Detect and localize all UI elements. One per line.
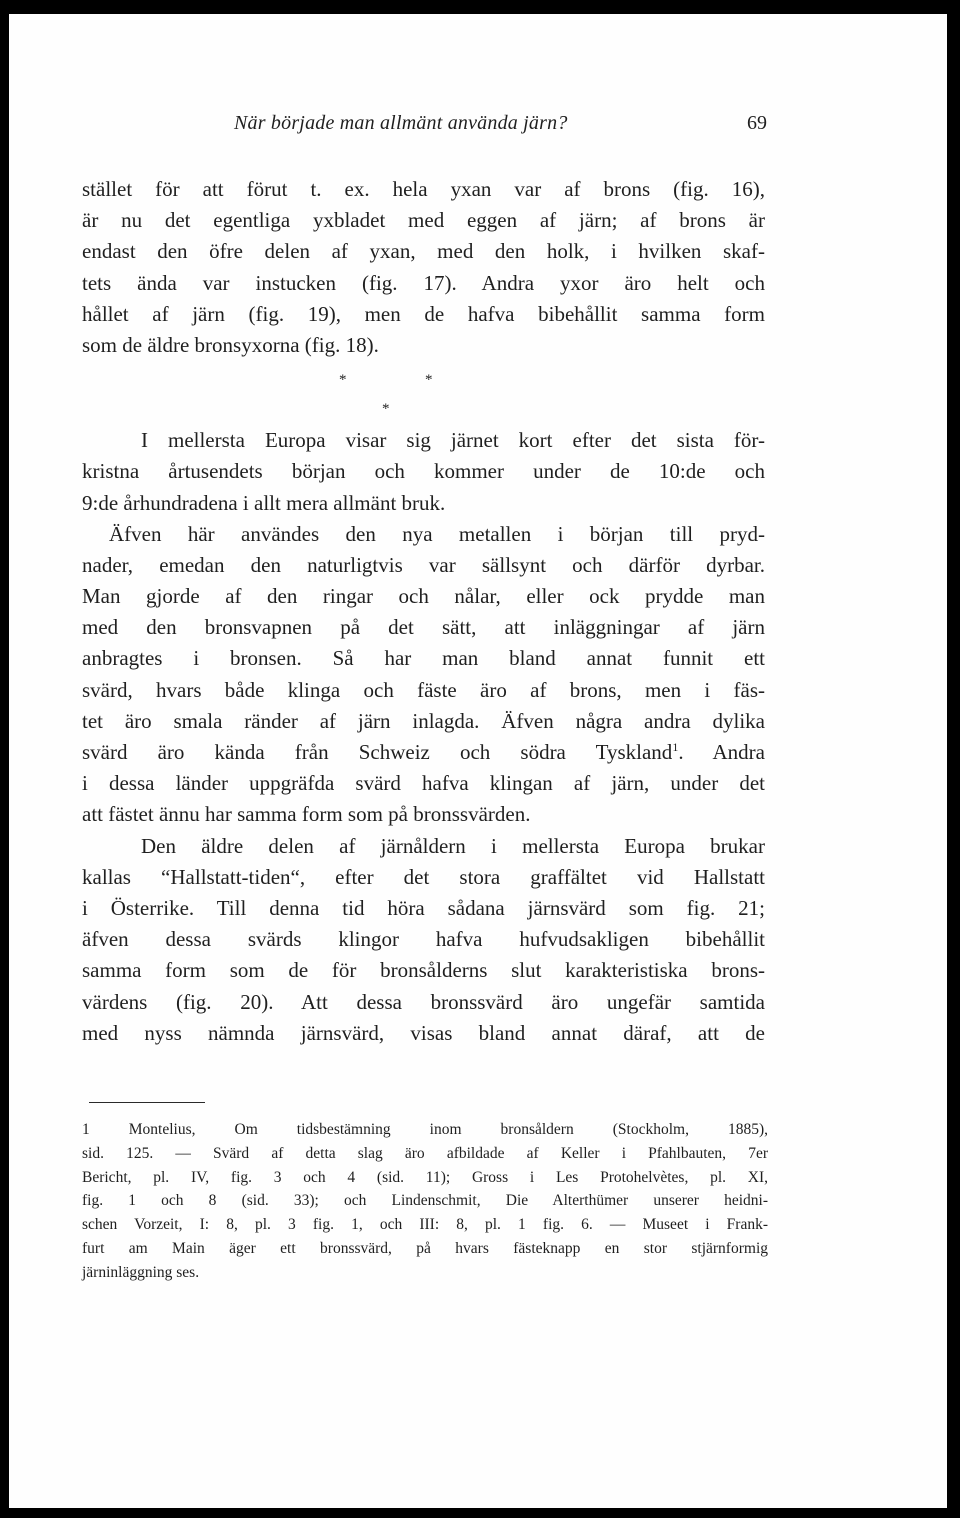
text-line: samma form som de för bronsålderns slut karakteristiska brons-: [82, 958, 765, 983]
text-line: kristna årtusendets början och kommer under de 10:de och: [82, 459, 765, 484]
text-line: 9:de århundradena i allt mera allmänt bruk.: [82, 490, 446, 515]
asterisk: *: [339, 372, 347, 389]
text-line: tets ända var instucken (fig. 17). Andra yxor äro helt och: [82, 270, 765, 295]
text-line: anbragtes i bronsen. Så har man bland annat funnit ett: [82, 646, 765, 671]
footnote-separator: [89, 1102, 205, 1103]
section-break-asterisks: [82, 363, 765, 425]
text-line: [82, 737, 765, 768]
asterisk: *: [382, 401, 390, 418]
text-line: I mellersta Europa visar sig järnet kort efter det sista för-: [141, 428, 765, 453]
footnote-ref: 1: [672, 740, 679, 754]
text-line: Man gjorde af den ringar och nålar, eller ock prydde man: [82, 584, 765, 609]
text-line: endast den öfre delen af yxan, med den holk, i hvilken skaf-: [82, 239, 765, 264]
scan-border: [948, 0, 960, 1518]
text-line: stället för att förut t. ex. hela yxan var af brons (fig. 16),: [82, 177, 765, 201]
text-line: tet äro smala ränder af järn inlagda. Äfven några andra dylika: [82, 708, 765, 733]
text-line: i Österrike. Till denna tid höra sådana järnsvärd som fig. 21;: [82, 895, 765, 920]
text-line: nader, emedan den naturligtvis var sällsynt och därför dyrbar.: [82, 552, 765, 577]
text-line: med den bronsvapnen på det sätt, att inläggningar af järn: [82, 615, 765, 640]
text-line: kallas “Hallstatt-tiden“, efter det stora graffältet vid Hallstatt: [82, 864, 765, 889]
body-text: [82, 174, 765, 1049]
text-line: i dessa länder uppgräfda svärd hafva klingan af järn, under det: [82, 771, 765, 796]
footnote-line: schen Vorzeit, I: 8, pl. 3 fig. 1, och III: 8, pl. 1 fig. 6. — Museet i Frank-: [82, 1216, 768, 1234]
page-header: [9, 112, 947, 142]
text-fragment: . Andra: [678, 740, 765, 764]
asterisk: *: [425, 372, 433, 389]
text-line: Den äldre delen af järnåldern i mellersta Europa brukar: [141, 833, 765, 858]
text-line: värdens (fig. 20). Att dessa bronssvärd äro ungefär samtida: [82, 989, 765, 1014]
text-line: Äfven här användes den nya metallen i början till pryd-: [109, 521, 765, 546]
text-fragment: svärd äro kända från Schweiz och södra Tyskland: [82, 740, 673, 764]
running-title: När började man allmänt använda järn?: [234, 112, 568, 134]
text-line: är nu det egentliga yxbladet med eggen af järn; af brons är: [82, 208, 765, 233]
footnote-line: järninläggning ses.: [82, 1263, 200, 1281]
footnotes: [82, 1118, 768, 1285]
text-line: som de äldre bronsyxorna (fig. 18).: [82, 332, 379, 357]
text-line: med nyss nämnda järnsvärd, visas bland annat däraf, att de: [82, 1020, 765, 1045]
footnote-line: Bericht, pl. IV, fig. 3 och 4 (sid. 11); Gross i Les Protohelvètes, pl. XI,: [82, 1168, 768, 1186]
text-line: äfven dessa svärds klingor hafva hufvudsakligen bibehållit: [82, 927, 765, 952]
text-line: att fästet ännu har samma form som på bronssvärden.: [82, 802, 531, 827]
text-line: hållet af järn (fig. 19), men de hafva bibehållit samma form: [82, 301, 765, 326]
footnote-line: furt am Main äger ett bronssvärd, på hvars fästeknapp en stor stjärnformig: [82, 1239, 768, 1257]
text-line: svärd, hvars både klinga och fäste äro af brons, men i fäs-: [82, 677, 765, 702]
page-number: 69: [747, 112, 767, 134]
footnote-line: 1 Montelius, Om tidsbestämning inom bronsåldern (Stockholm, 1885),: [82, 1121, 768, 1138]
footnote-line: sid. 125. — Svärd af detta slag äro afbildade af Keller i Pfahlbauten, 7er: [82, 1144, 768, 1162]
book-page: [9, 14, 947, 1508]
footnote-line: fig. 1 och 8 (sid. 33); och Lindenschmit, Die Alterthümer unserer heidni-: [82, 1192, 768, 1210]
